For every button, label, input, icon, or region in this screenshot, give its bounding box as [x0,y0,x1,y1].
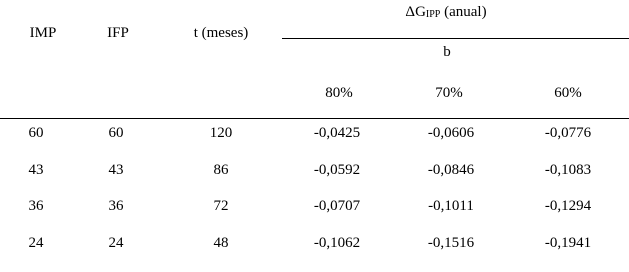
header-pct-60: 60% [554,85,582,101]
table-cell: 72 [213,198,229,214]
header-bottom-rule [0,118,629,119]
annual-suffix: (anual) [440,4,487,20]
header-t-meses: t (meses) [193,25,249,41]
group-header-rule [282,38,629,39]
header-ifp: IFP [107,25,129,41]
table-cell: -0,1083 [544,162,592,178]
table-cell: 24 [28,235,44,251]
table-cell: 48 [213,235,229,251]
header-delta-g-ipp [405,3,486,24]
table-cell: 60 [108,125,124,141]
header-b: b [443,44,451,60]
ipp-subscript: IPP [425,9,441,20]
delta-symbol: Δ [405,4,416,20]
g-letter: G [415,4,426,20]
table-cell: -0,0846 [427,162,475,178]
header-pct-80: 80% [325,85,353,101]
table-cell: 36 [108,198,124,214]
table-cell: 36 [28,198,44,214]
table-cell: -0,1062 [313,235,361,251]
table-cell: -0,0707 [313,198,361,214]
table-cell: -0,0606 [427,125,475,141]
table-cell: 60 [28,125,44,141]
table-cell: 43 [108,162,124,178]
header-pct-70: 70% [435,85,463,101]
table-cell: -0,0592 [313,162,361,178]
table-cell: -0,0425 [313,125,361,141]
table-cell: -0,1941 [544,235,592,251]
header-imp: IMP [29,25,57,41]
table-cell: -0,1516 [427,235,475,251]
table-cell: 24 [108,235,124,251]
table-cell: 86 [213,162,229,178]
table-cell: 43 [28,162,44,178]
table-cell: 120 [209,125,233,141]
table-cell: -0,1011 [428,198,474,214]
table-cell: -0,1294 [544,198,592,214]
table-cell: -0,0776 [544,125,592,141]
